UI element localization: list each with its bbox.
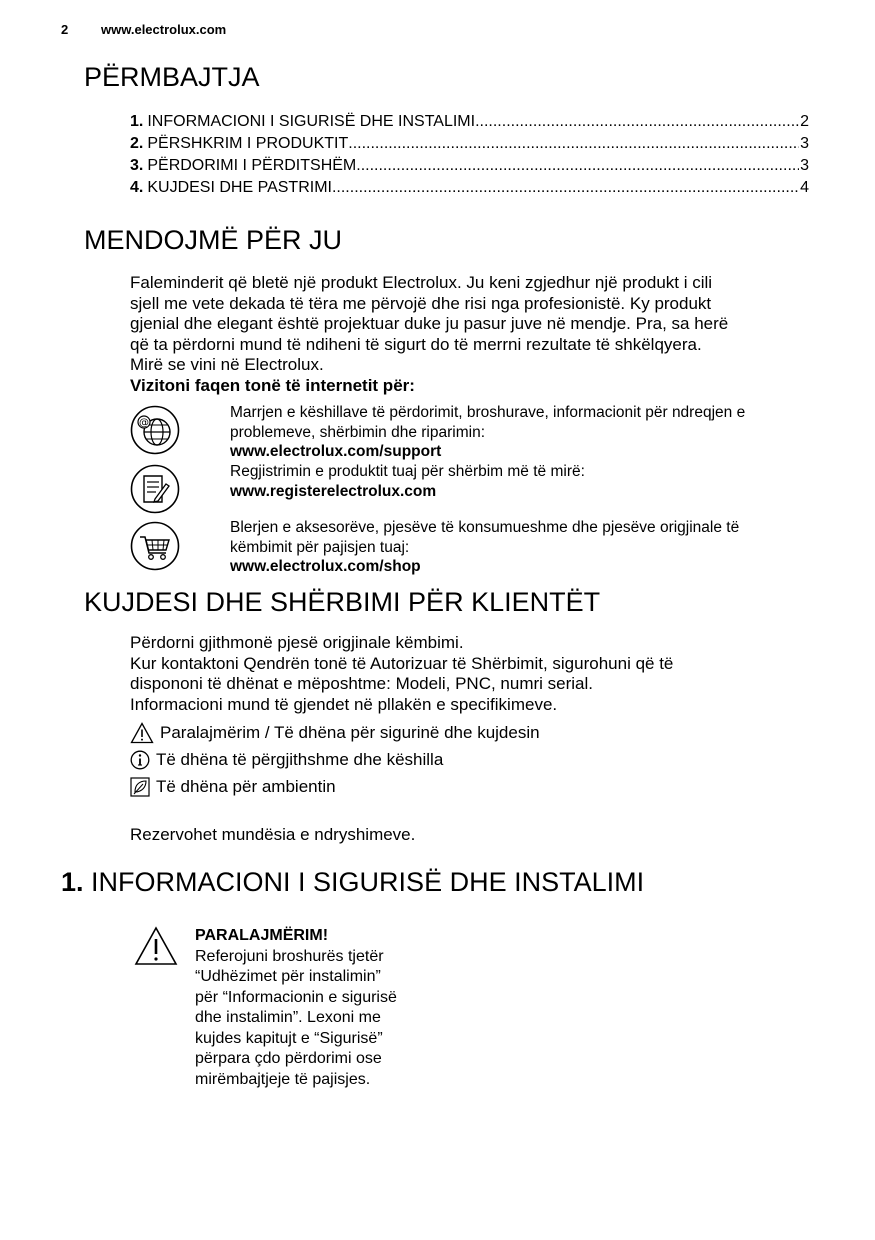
care-title: KUJDESI DHE SHËRBIMI PËR KLIENTËT	[84, 587, 601, 617]
legend-row	[130, 746, 540, 773]
thinking-title: MENDOJMË PËR JU	[84, 225, 343, 255]
intro-line: sjell me vete dekada të tëra me përvojë dhe risi nga profesionistë. Ky produkt	[130, 293, 712, 313]
toc-item-page: 3	[800, 135, 809, 152]
visit-label: Vizitoni faqen tonë të internetit për:	[130, 375, 415, 395]
toc-leader	[356, 156, 799, 176]
toc-item[interactable]	[130, 134, 809, 154]
contents-title: PËRMBAJTJA	[84, 62, 260, 92]
globe-at-icon	[130, 405, 180, 455]
toc-leader	[348, 134, 799, 154]
section-number: 1.	[61, 867, 84, 897]
link-description: Blerjen e aksesorëve, pjesëve të konsumueshme dhe pjesëve origjinale të	[230, 519, 740, 536]
info-icon	[130, 750, 150, 770]
warning-line: dhe instalimin”. Lexoni me	[195, 1009, 381, 1026]
toc-item-label: PËRDORIMI I PËRDITSHËM	[147, 157, 357, 174]
toc-item-number: 4.	[130, 179, 144, 196]
care-line: Informacioni mund të gjendet në pllakën e specifikimeve.	[130, 694, 558, 714]
intro-line: gjenial dhe elegant është projektuar duke ju pasur juve në mendje. Pra, sa herë	[130, 314, 729, 334]
link-description: këmbimit për pajisjen tuaj:	[230, 538, 410, 556]
care-line: Përdorni gjithmonë pjesë origjinale këmbimi.	[130, 633, 464, 652]
toc-item-label: PËRSHKRIM I PRODUKTIT	[147, 135, 349, 152]
toc-leader	[475, 112, 799, 132]
warning-line: kujdes kapitujt e “Sigurisë”	[195, 1029, 383, 1047]
link-description: Marrjen e këshillave të përdorimit, broshurave, informacionit për ndreqjen e	[230, 404, 746, 421]
warning-triangle-icon	[134, 926, 178, 966]
legend-text: Të dhëna të përgjithshme dhe këshilla	[156, 750, 444, 769]
toc-leader	[332, 178, 799, 198]
toc-item-page: 3	[800, 157, 809, 174]
toc-item-label: KUJDESI DHE PASTRIMI	[147, 179, 332, 196]
leaf-icon	[130, 777, 150, 797]
link-support-text	[230, 403, 800, 462]
toc-item-page: 4	[800, 179, 809, 196]
toc-item-page: 2	[800, 113, 809, 130]
intro-line: Mirë se vini në Electrolux.	[130, 355, 324, 375]
intro-paragraph	[130, 273, 820, 397]
document-pen-icon	[130, 464, 180, 514]
link-description: problemeve, shërbimin dhe riparimin:	[230, 423, 486, 441]
section-1-title	[61, 867, 644, 898]
legend-text: Paralajmërim / Të dhëna për sigurinë dhe kujdesin	[160, 723, 540, 742]
toc-item-number: 1.	[130, 113, 144, 130]
register-link[interactable]: www.registerelectrolux.com	[230, 482, 437, 500]
toc-item-number: 2.	[130, 135, 144, 152]
warning-line: “Udhëzimet për instalimin”	[195, 968, 381, 985]
reserved-note: Rezervohet mundësia e ndryshimeve.	[130, 825, 416, 844]
warning-line: për “Informacionin e sigurisë	[195, 988, 397, 1006]
toc-item-label: INFORMACIONI I SIGURISË DHE INSTALIMI	[147, 113, 476, 130]
header-website: www.electrolux.com	[101, 22, 227, 37]
legend-row	[130, 719, 540, 746]
warning-block	[195, 926, 425, 1090]
svg-text:@: @	[139, 417, 149, 429]
link-register-text	[230, 462, 800, 501]
symbol-legend	[130, 719, 540, 800]
link-description: Regjistrimin e produktit tuaj për shërbim më të mirë:	[230, 463, 585, 480]
toc-item[interactable]	[130, 112, 809, 132]
warning-line: Referojuni broshurës tjetër	[195, 947, 384, 965]
link-shop-text	[230, 518, 800, 577]
section-title-text: INFORMACIONI I SIGURISË DHE INSTALIMI	[91, 867, 645, 897]
care-paragraph	[130, 633, 820, 715]
care-line: dispononi të dhënat e mëposhtme: Modeli, PNC, numri serial.	[130, 674, 594, 694]
warning-title: PARALAJMËRIM!	[195, 927, 329, 944]
intro-line: që ta përdorni mund të ndiheni të sigurt do të merrni rezultate të shkëlqyera.	[130, 334, 702, 354]
warning-line: përpara çdo përdorimi ose	[195, 1050, 382, 1067]
toc-item[interactable]	[130, 156, 809, 176]
page-number: 2	[61, 22, 69, 37]
shopping-cart-icon	[130, 521, 180, 571]
support-link[interactable]: www.electrolux.com/support	[230, 443, 442, 461]
legend-text: Të dhëna për ambientin	[156, 777, 336, 796]
intro-line: Faleminderit që bletë një produkt Electrolux. Ju keni zgjedhur një produkt i cili	[130, 273, 713, 292]
legend-row	[130, 773, 540, 800]
care-line: Kur kontaktoni Qendrën tonë të Autorizuar të Shërbimit, sigurohuni që të	[130, 653, 674, 673]
warning-triangle-icon	[130, 722, 154, 744]
shop-link[interactable]: www.electrolux.com/shop	[230, 558, 421, 576]
toc-item[interactable]	[130, 178, 809, 198]
toc-item-number: 3.	[130, 157, 144, 174]
warning-line: mirëmbajtjeje të pajisjes.	[195, 1070, 371, 1088]
